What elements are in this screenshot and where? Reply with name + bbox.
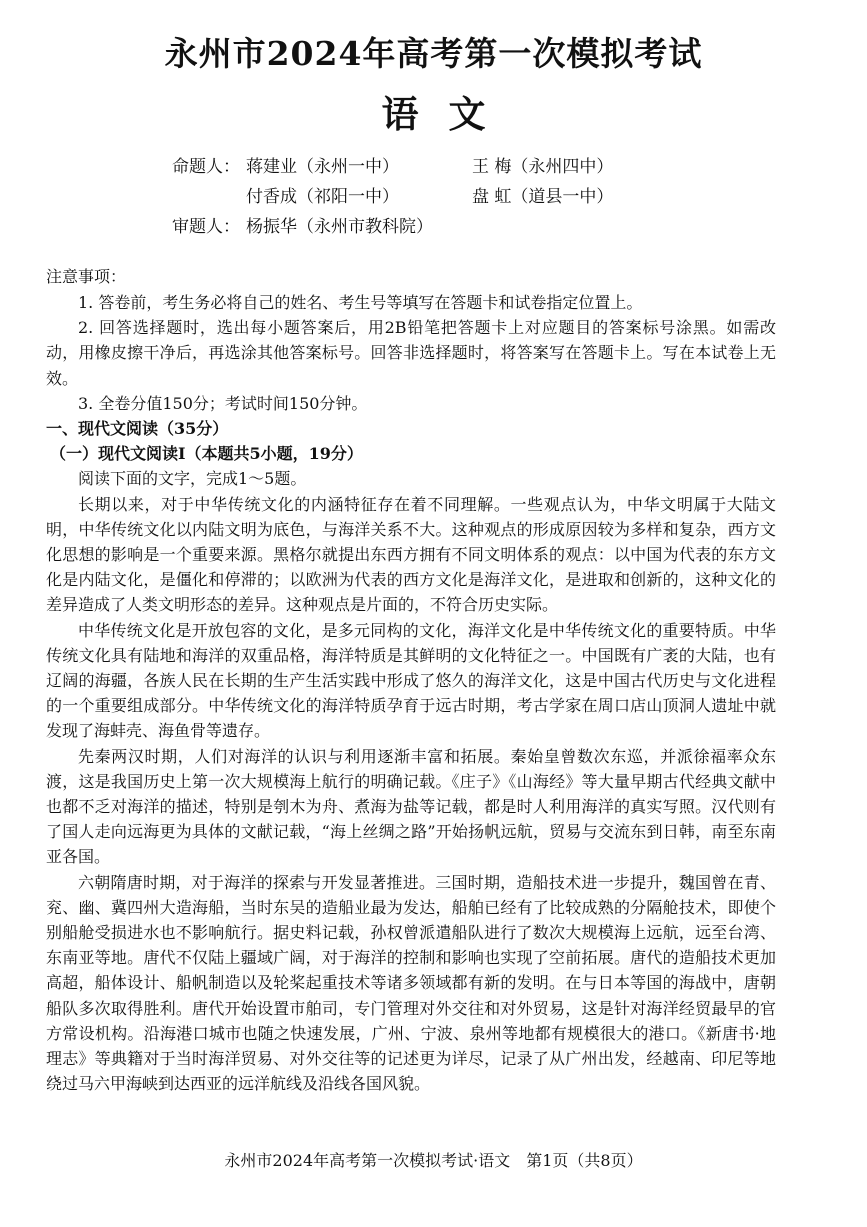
subsection-heading: （一）现代文阅读Ⅰ（本题共5小题，19分） (50, 444, 363, 464)
author-row-1 (172, 152, 692, 182)
note-item-2: 2. 回答选择题时，选出每小题答案后，用2B铅笔把答题卡上对应题目的答案标号涂黑。如需改动，用橡皮擦干净后，再选涂其他答案标号。回答非选择题时，将答案写在答题卡上。写在本试卷上无效。 (46, 318, 776, 388)
note-item-3: 3. 全卷分值150分；考试时间150分钟。 (78, 393, 368, 413)
author-row-2 (172, 182, 692, 212)
author-row-3 (172, 212, 692, 242)
reviewer-label: 审题人： (172, 217, 240, 237)
paragraph: 先秦两汉时期，人们对海洋的认识与利用逐渐丰富和拓展。秦始皇曾数次东巡，并派徐福率众东渡，这是我国历史上第一次大规模海上航行的明确记载。《庄子》《山海经》等大量早期古代经典文献中也都不乏对海洋的描述，特别是刳木为舟、煮海为盐等记载，都是时人利用海洋的真实写照。汉代则有了国人走向远海更为具体的文献记载，“海上丝绸之路”开始扬帆远航，贸易与交流东到日韩，南至东南亚各国。 (46, 746, 776, 867)
setter-2: 王 梅（永州四中） (472, 157, 614, 177)
paragraph: 六朝隋唐时期，对于海洋的探索与开发显著推进。三国时期，造船技术进一步提升，魏国曾在青、兖、幽、冀四州大造海船，当时东吴的造船业最为发达，船舶已经有了比较成熟的分隔舱技术，即使个别船舱受损进水也不影响航行。据史料记载，孙权曾派遣船队进行了数次大规模海上远航，远至台湾、东南亚等地。唐代不仅陆上疆域广阔，对于海洋的控制和影响也实现了空前拓展。唐代的造船技术更加高超，船体设计、船帆制造以及轮桨起重技术等诸多领域都有新的发明。在与日本等国的海战中，唐朝船队多次取得胜利。唐代开始设置市舶司，专门管理对外交往和对外贸易，这是针对海洋经贸最早的官方常设机构。沿海港口城市也随之快速发展，广州、宁波、泉州等地都有规模很大的港口。《新唐书·地理志》等典籍对于当时海洋贸易、对外交往等的记述更为详尽，记录了从广州出发，经越南、印尼等地绕过马六甲海峡到达西亚的远洋航线及沿线各国风貌。 (46, 872, 776, 1094)
paragraph: 中华传统文化是开放包容的文化，是多元同构的文化，海洋文化是中华传统文化的重要特质。中华传统文化具有陆地和海洋的双重品格，海洋特质是其鲜明的文化特征之一。中国既有广袤的大陆，也有辽阔的海疆，各族人民在长期的生产生活实践中形成了悠久的海洋文化，这是中国古代历史与文化进程的一个重要组成部分。中华传统文化的海洋特质孕育于远古时期，考古学家在周口店山顶洞人遗址中就发现了海蚌壳、海鱼骨等遗存。 (46, 620, 776, 741)
reading-instruction: 阅读下面的文字，完成1～5题。 (78, 469, 307, 489)
notes-title: 注意事项： (46, 267, 127, 286)
paragraph: 长期以来，对于中华传统文化的内涵特征存在着不同理解。一些观点认为，中华文明属于大陆文明，中华传统文化以内陆文明为底色，与海洋关系不大。这种观点的形成原因较为多样和复杂，西方文化思想的影响是一个重要来源。黑格尔就提出东西方拥有不同文明体系的观点：以中国为代表的东方文化是内陆文化，是僵化和停滞的；以欧洲为代表的西方文化是海洋文化，是进取和创新的，这种文化的差异造成了人类文明形态的差异。这种观点是片面的，不符合历史实际。 (46, 494, 776, 615)
setters-label: 命题人： (172, 157, 240, 177)
page-footer: 永州市2024年高考第一次模拟考试·语文 第1页（共8页） (224, 1151, 643, 1170)
section-heading: 一、现代文阅读（35分） (46, 419, 229, 439)
exam-title: 永州市2024年高考第一次模拟考试 (164, 34, 703, 73)
setter-3: 付香成（祁阳一中） (246, 187, 399, 207)
setter-4: 盘 虹（道县一中） (472, 187, 614, 207)
subject-title: 语文 (381, 92, 516, 136)
note-item-1: 1. 答卷前，考生务必将自己的姓名、考生号等填写在答题卡和试卷指定位置上。 (78, 293, 643, 312)
exam-body (46, 290, 776, 1097)
authors-block (172, 152, 692, 242)
setter-1: 蒋建业（永州一中） (246, 157, 399, 177)
reviewer: 杨振华（永州市教科院） (246, 217, 433, 237)
